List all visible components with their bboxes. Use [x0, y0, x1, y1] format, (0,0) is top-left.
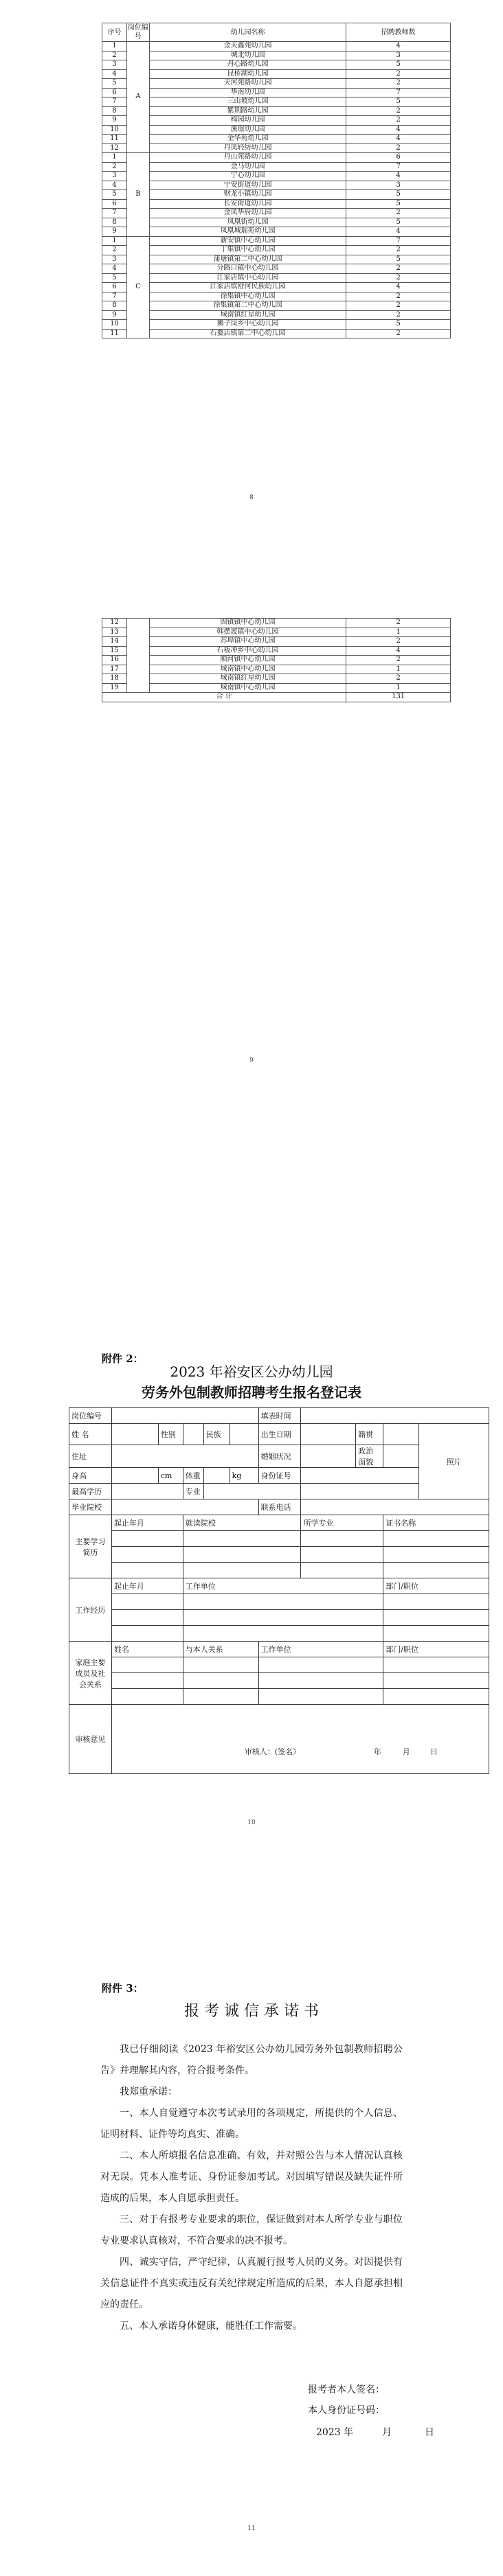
kindergarten-name: 财龙小镇幼儿园 [149, 190, 346, 200]
total-value: 131 [346, 693, 451, 702]
header-count: 招聘教师数 [346, 23, 451, 42]
table-row [102, 88, 451, 97]
teacher-count: 4 [346, 135, 451, 144]
pledge-paragraph-1: 我已仔细阅读《2023 年裕安区公办幼儿园劳务外包制教师招聘公告》并理解其内容，符合报考条件。 [100, 2044, 403, 2076]
table-row [102, 628, 451, 637]
label-marital: 婚姻状况 [258, 1445, 301, 1468]
gender-field[interactable] [183, 1424, 203, 1445]
table-row [102, 283, 451, 292]
row-number: 11 [102, 329, 127, 338]
study-cert-header: 证书名称 [383, 1515, 489, 1531]
study-cell[interactable] [383, 1563, 489, 1578]
family-cell[interactable] [383, 1673, 489, 1689]
kindergarten-name: 城南镇红星幼儿园 [149, 310, 346, 320]
kindergarten-name: 江家店镇中心幼儿园 [149, 273, 346, 283]
table-row [102, 637, 451, 647]
kindergarten-name: 宁心幼儿园 [149, 172, 346, 181]
kindergarten-name: 紫荆路幼儿园 [149, 106, 346, 116]
page-number: 8 [249, 494, 254, 501]
teacher-count: 2 [346, 143, 451, 153]
table-row [102, 646, 451, 656]
label-gender: 性别 [158, 1424, 183, 1445]
name-field[interactable] [111, 1424, 158, 1445]
major-field[interactable] [203, 1484, 301, 1499]
row-number: 1 [102, 153, 127, 163]
study-cell[interactable] [183, 1531, 301, 1547]
kindergarten-name: 江家店镇舒河民族幼儿园 [149, 283, 346, 292]
grad-school-field[interactable] [301, 1484, 419, 1499]
family-cell[interactable] [111, 1673, 183, 1689]
grad-school-value[interactable] [111, 1499, 258, 1515]
teacher-count: 4 [346, 646, 451, 656]
kindergarten-name: 凤凰街幼儿园 [149, 218, 346, 227]
row-number: 14 [102, 637, 127, 647]
label-ethnicity: 民族 [203, 1424, 230, 1445]
kindergarten-name: 金马幼儿园 [149, 162, 346, 172]
row-number: 9 [102, 310, 127, 320]
family-cell[interactable] [383, 1657, 489, 1673]
teacher-count: 2 [346, 301, 451, 311]
kindergarten-name: 石板冲乡中心幼儿园 [149, 646, 346, 656]
family-cell[interactable] [111, 1689, 183, 1705]
teacher-count: 4 [346, 125, 451, 135]
label-major: 专业 [183, 1484, 203, 1499]
table-row [102, 218, 451, 227]
kindergarten-name: 丹凤轻纺幼儿园 [149, 143, 346, 153]
row-number: 13 [102, 628, 127, 637]
row-number: 19 [102, 683, 127, 693]
teacher-count: 3 [346, 51, 451, 60]
degree-field[interactable] [111, 1484, 183, 1499]
page-4 [0, 1970, 503, 2575]
row-number: 8 [102, 106, 127, 116]
teacher-count: 7 [346, 236, 451, 246]
work-cell[interactable] [383, 1610, 489, 1626]
label-id-no: 身份证号 [258, 1468, 301, 1484]
label-job-code: 岗位编号 [69, 1408, 112, 1424]
table-row [102, 181, 451, 190]
row-number: 15 [102, 646, 127, 656]
row-number: 4 [102, 69, 127, 79]
table-row [102, 236, 451, 246]
teacher-count: 2 [346, 209, 451, 218]
table-row [102, 162, 451, 172]
table-row [102, 255, 451, 264]
origin-field[interactable] [383, 1424, 419, 1445]
teacher-count: 5 [346, 218, 451, 227]
table-row [102, 79, 451, 89]
review-month: 月 [402, 1747, 410, 1756]
page-number: 10 [247, 1819, 256, 1826]
teacher-count: 2 [346, 246, 451, 255]
kindergarten-name: 溪璟幼儿园 [149, 125, 346, 135]
row-number: 2 [102, 51, 127, 60]
teacher-count: 5 [346, 199, 451, 209]
weight-field[interactable] [203, 1468, 230, 1484]
review-field[interactable] [111, 1705, 489, 1774]
teacher-count: 2 [346, 656, 451, 665]
label-fill-time: 填表时间 [258, 1408, 301, 1424]
kindergarten-name: 徐集镇第二中心幼儿园 [149, 301, 346, 311]
work-cell[interactable] [111, 1626, 183, 1642]
kindergarten-name: 金凤华府幼儿园 [149, 209, 346, 218]
study-cell[interactable] [111, 1563, 183, 1578]
review-day: 日 [429, 1747, 438, 1756]
study-cell[interactable] [111, 1547, 183, 1563]
table-row [102, 116, 451, 126]
teacher-count: 2 [346, 329, 451, 338]
kindergarten-name: 宁安街道幼儿园 [149, 181, 346, 190]
row-number: 6 [102, 88, 127, 97]
page-number: 9 [249, 1057, 254, 1064]
table-row [102, 665, 451, 674]
label-phone: 联系电话 [258, 1499, 301, 1515]
table-row [102, 683, 451, 693]
table-row [102, 42, 451, 51]
review-year: 年 [373, 1747, 381, 1756]
table-row [102, 135, 451, 144]
work-cell[interactable] [183, 1626, 383, 1642]
row-number: 5 [102, 190, 127, 200]
page-1 [0, 0, 503, 501]
page-2 [0, 618, 503, 1099]
teacher-count: 7 [346, 162, 451, 172]
row-number: 12 [102, 143, 127, 153]
header-code: 岗位编号 [127, 24, 148, 41]
row-number: 9 [102, 227, 127, 237]
teacher-count: 5 [346, 190, 451, 200]
table-row [102, 106, 451, 116]
work-cell[interactable] [111, 1610, 183, 1626]
family-dept-header: 部门/职位 [383, 1642, 489, 1657]
table-row [102, 60, 451, 70]
political-field[interactable] [383, 1445, 419, 1468]
form-title-line2: 劳务外包制教师招聘考生报名登记表 [142, 1384, 361, 1401]
teacher-count: 5 [346, 60, 451, 70]
registration-form [69, 1407, 489, 1774]
work-dept-header: 部门/职位 [383, 1578, 489, 1594]
row-number: 9 [102, 116, 127, 126]
kindergarten-name: 固镇镇中心幼儿园 [149, 619, 346, 628]
teacher-count: 2 [346, 619, 451, 628]
kindergarten-name: 新安镇中心幼儿园 [149, 236, 346, 246]
study-major-header: 所学专业 [301, 1515, 383, 1531]
marital-field[interactable] [301, 1445, 356, 1468]
kindergarten-name: 梅园幼儿园 [149, 116, 346, 126]
job-code: A [126, 42, 149, 153]
row-number: 3 [102, 60, 127, 70]
table-row [102, 209, 451, 218]
label-work-history: 工作经历 [69, 1578, 112, 1642]
table-row [102, 320, 451, 330]
kindergarten-name: 徐集镇中心幼儿园 [149, 292, 346, 301]
label-review: 审核意见 [69, 1705, 112, 1774]
label-grad-school: 毕业院校 [69, 1499, 112, 1515]
kindergarten-name: 顺河镇中心幼儿园 [149, 656, 346, 665]
pledge-paragraph-3: 一、本人自觉遵守本次考试录用的各项规定，所提供的个人信息、证明材料、证件等均真实、准确。 [100, 2108, 403, 2140]
kindergarten-name: 天河苑路幼儿园 [149, 79, 346, 89]
teacher-count: 2 [346, 106, 451, 116]
teacher-count: 2 [346, 292, 451, 301]
teacher-count: 2 [346, 79, 451, 89]
table-row [102, 292, 451, 301]
work-unit-header: 工作单位 [183, 1578, 383, 1594]
teacher-count: 2 [346, 264, 451, 274]
pledge-date-year: 2023 年 [316, 2427, 354, 2438]
row-number: 1 [102, 236, 127, 246]
height-field[interactable] [111, 1468, 158, 1484]
table-row [102, 310, 451, 320]
teacher-count: 4 [346, 172, 451, 181]
recruitment-table-continued [102, 618, 451, 702]
teacher-count: 5 [346, 320, 451, 330]
study-period-header: 起止年月 [111, 1515, 183, 1531]
table-row [102, 97, 451, 107]
kindergarten-name: 韩摆渡镇中心幼儿园 [149, 628, 346, 637]
teacher-count: 2 [346, 69, 451, 79]
kindergarten-name: 狮子岗乡中心幼儿园 [149, 320, 346, 330]
table-row [102, 264, 451, 274]
pledge-date-month: 月 [382, 2427, 392, 2438]
work-cell[interactable] [111, 1594, 183, 1610]
reviewer-signature-label: 审核人：(签名） [244, 1747, 301, 1756]
kindergarten-name: 昆桥湖幼儿园 [149, 69, 346, 79]
label-political: 政治面貌 [356, 1445, 383, 1468]
work-cell[interactable] [383, 1626, 489, 1642]
family-cell[interactable] [258, 1673, 383, 1689]
row-number: 8 [102, 218, 127, 227]
study-cell[interactable] [383, 1531, 489, 1547]
job-code: B [126, 153, 149, 237]
job-code [126, 619, 149, 693]
form-title-line1: 2023 年裕安区公办幼儿园 [170, 1364, 333, 1380]
kindergarten-name: 长安街道幼儿园 [149, 199, 346, 209]
pledge-paragraph-5: 三、对于有报考专业要求的职位，保证做到对本人所学专业与职位专业要求认真核对，不符合要求的决不报考。 [100, 2214, 403, 2246]
row-number: 8 [102, 301, 127, 311]
study-cell[interactable] [111, 1531, 183, 1547]
teacher-count: 5 [346, 97, 451, 107]
label-birth: 出生日期 [258, 1424, 301, 1445]
fill-time-field[interactable] [301, 1408, 489, 1424]
study-cell[interactable] [183, 1547, 301, 1563]
table-row [102, 273, 451, 283]
label-address: 住址 [69, 1445, 112, 1468]
kindergarten-name: 石婆店镇第二中心幼儿园 [149, 329, 346, 338]
table-row [102, 172, 451, 181]
total-row [102, 693, 451, 702]
family-name-header: 姓名 [111, 1642, 183, 1657]
table-row [102, 199, 451, 209]
table-row [102, 227, 451, 237]
kindergarten-name: 丁集镇中心幼儿园 [149, 246, 346, 255]
row-number: 12 [102, 619, 127, 628]
family-cell[interactable] [183, 1657, 258, 1673]
label-family: 家庭主要成员及社会关系 [69, 1642, 112, 1705]
teacher-count: 2 [346, 674, 451, 684]
table-row [102, 143, 451, 153]
row-number: 6 [102, 199, 127, 209]
study-cell[interactable] [301, 1563, 383, 1578]
study-school-header: 就读院校 [183, 1515, 301, 1531]
table-row [102, 619, 451, 628]
family-unit-header: 工作单位 [258, 1642, 383, 1657]
table-row [102, 329, 451, 338]
row-number: 7 [102, 209, 127, 218]
study-cell[interactable] [383, 1547, 489, 1563]
family-cell[interactable] [383, 1689, 489, 1705]
kindergarten-name: 凤凰城瑞苑幼儿园 [149, 227, 346, 237]
work-cell[interactable] [383, 1594, 489, 1610]
kindergarten-name: 分路口镇中心幼儿园 [149, 264, 346, 274]
table-header [102, 23, 451, 42]
teacher-count: 6 [346, 153, 451, 163]
family-cell[interactable] [111, 1657, 183, 1673]
row-number: 2 [102, 246, 127, 255]
study-cell[interactable] [183, 1563, 301, 1578]
row-number: 10 [102, 125, 127, 135]
family-cell[interactable] [183, 1673, 258, 1689]
pledge-paragraph-7: 五、本人承诺身体健康，能胜任工作需要。 [120, 2321, 302, 2332]
row-number: 17 [102, 665, 127, 674]
row-number: 11 [102, 135, 127, 144]
row-number: 5 [102, 79, 127, 89]
table-row [102, 51, 451, 60]
table-row [102, 69, 451, 79]
teacher-count: 4 [346, 227, 451, 237]
label-origin: 籍贯 [356, 1424, 383, 1445]
table-row [102, 674, 451, 684]
table-row [102, 246, 451, 255]
page-number: 11 [247, 2525, 256, 2532]
attachment-label: 附件 3： [102, 1982, 144, 1994]
row-number: 7 [102, 97, 127, 107]
kindergarten-name: 苏埠镇中心幼儿园 [149, 637, 346, 647]
teacher-count: 5 [346, 255, 451, 264]
row-number: 7 [102, 292, 127, 301]
address-field[interactable] [111, 1445, 258, 1468]
row-number: 6 [102, 283, 127, 292]
attachment-label: 附件 2： [102, 1353, 144, 1365]
phone-field[interactable] [301, 1499, 489, 1515]
work-period-header: 起止年月 [111, 1578, 183, 1594]
teacher-count: 1 [346, 665, 451, 674]
pledge-paragraph-4: 二、本人所填报名信息准确、有效，并对照公告与本人情况认真核对无误。凭本人准考证、身份证参加考试。对因填写错误及缺失证件所造成的后果，本人自愿承担责任。 [100, 2150, 403, 2204]
kindergarten-name: 城南镇中心幼儿园 [149, 683, 346, 693]
kindergarten-name: 华南幼儿园 [149, 88, 346, 97]
kindergarten-name: 丹山苑路幼儿园 [149, 153, 346, 163]
label-weight: 体重 [183, 1468, 203, 1484]
label-name: 姓 名 [69, 1424, 112, 1445]
family-cell[interactable] [183, 1689, 258, 1705]
teacher-count: 1 [346, 683, 451, 693]
table-row [102, 190, 451, 200]
job-code: C [126, 236, 149, 338]
kindergarten-name: 城北幼儿园 [149, 51, 346, 60]
kindergarten-name: 丹心路幼儿园 [149, 60, 346, 70]
label-study-history: 主要学习简历 [69, 1515, 112, 1578]
family-relation-header: 与本人关系 [183, 1642, 258, 1657]
teacher-count: 2 [346, 116, 451, 126]
header-name: 幼儿园名称 [149, 23, 346, 42]
row-number: 2 [102, 162, 127, 172]
table-row [102, 301, 451, 311]
teacher-count: 7 [346, 88, 451, 97]
row-number: 10 [102, 320, 127, 330]
kindergarten-name: 三山坡幼儿园 [149, 97, 346, 107]
family-cell[interactable] [258, 1689, 383, 1705]
row-number: 3 [102, 172, 127, 181]
recruitment-table [102, 23, 451, 338]
teacher-count: 2 [346, 273, 451, 283]
job-code-field[interactable] [111, 1408, 258, 1424]
row-number: 1 [102, 42, 127, 51]
ethnicity-field[interactable] [230, 1424, 258, 1445]
teacher-count: 2 [346, 310, 451, 320]
row-number: 18 [102, 674, 127, 684]
pledge-title: 报 考 诚 信 承 诺 书 [184, 2003, 319, 2020]
teacher-count: 3 [346, 181, 451, 190]
teacher-count: 2 [346, 637, 451, 647]
work-cell[interactable] [183, 1610, 383, 1626]
header-no: 序号 [102, 23, 127, 42]
photo-box[interactable]: 照片 [419, 1424, 489, 1499]
pledge-date-day: 日 [425, 2427, 434, 2438]
row-number: 3 [102, 255, 127, 264]
kindergarten-name: 金天鑫苑幼儿园 [149, 42, 346, 51]
label-height: 身高 [69, 1468, 112, 1484]
teacher-count: 1 [346, 628, 451, 637]
total-label: 合 计 [102, 693, 346, 702]
kindergarten-name: 蒲塘镇第二中心幼儿园 [149, 255, 346, 264]
page-3 [0, 1339, 503, 1833]
label-degree: 最高学历 [69, 1484, 112, 1499]
pledge-paragraph-6: 四、诚实守信，严守纪律，认真履行报考人员的义务。对因提供有关信息证件不真实或违反有关纪律规定所造成的后果，本人自愿承担相应的责任。 [100, 2257, 403, 2310]
family-cell[interactable] [258, 1657, 383, 1673]
unit-kg: kg [230, 1468, 258, 1484]
teacher-count: 4 [346, 283, 451, 292]
birth-field[interactable] [301, 1424, 356, 1445]
row-number: 16 [102, 656, 127, 665]
table-row [102, 153, 451, 163]
row-number: 5 [102, 273, 127, 283]
table-row [102, 656, 451, 665]
pledge-paragraph-2: 我郑重承诺： [120, 2086, 177, 2097]
kindergarten-name: 城南镇红星幼儿园 [149, 674, 346, 684]
unit-cm: cm [158, 1468, 183, 1484]
row-number: 4 [102, 181, 127, 190]
kindergarten-name: 城南镇中心幼儿园 [149, 665, 346, 674]
table-row [102, 125, 451, 135]
kindergarten-name: 金华苑幼儿园 [149, 135, 346, 144]
study-cell[interactable] [301, 1531, 383, 1547]
id-no-field[interactable] [301, 1468, 419, 1484]
teacher-count: 4 [346, 42, 451, 51]
id-number-label: 本人身份证号码： [308, 2405, 385, 2416]
row-number: 4 [102, 264, 127, 274]
study-cell[interactable] [301, 1547, 383, 1563]
work-cell[interactable] [183, 1594, 383, 1610]
signature-label: 报考者本人签名： [308, 2384, 385, 2395]
